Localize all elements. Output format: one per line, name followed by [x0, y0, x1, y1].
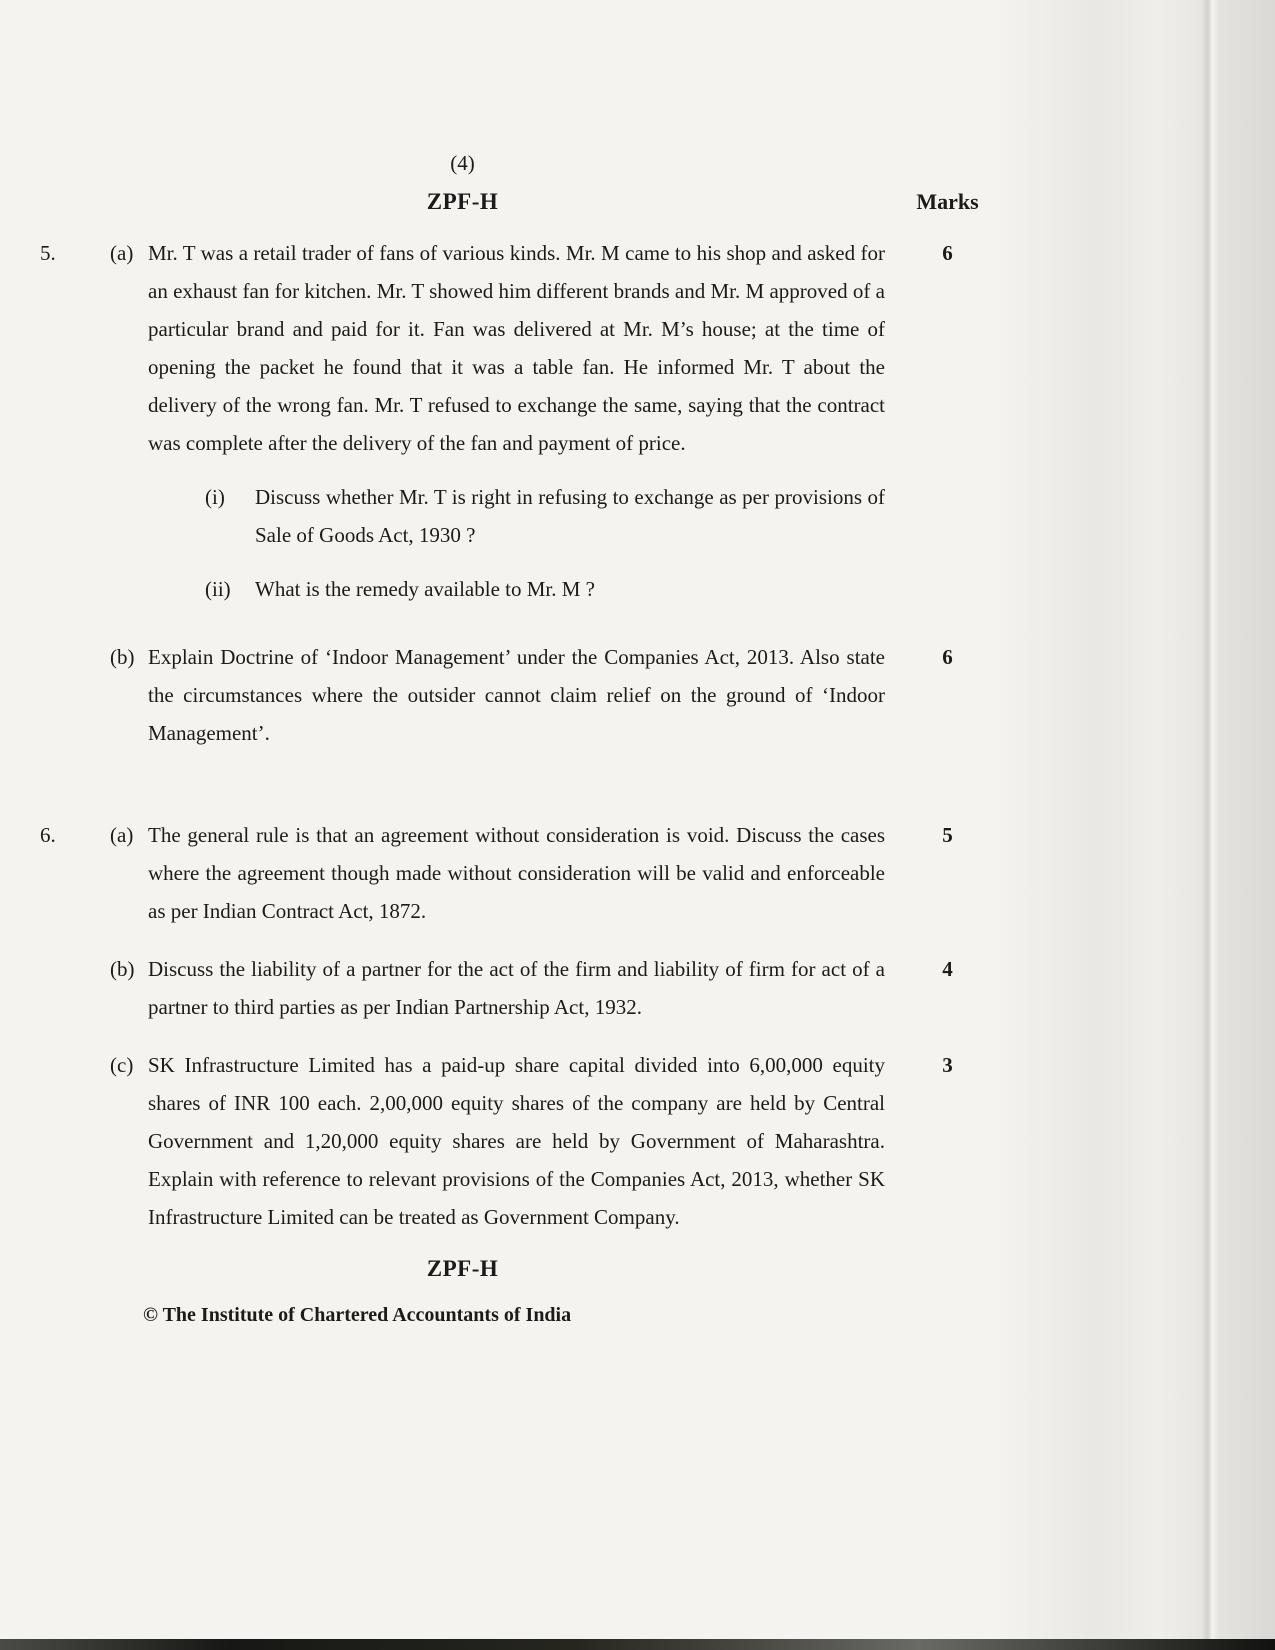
part-body: [148, 638, 885, 752]
question-text: Explain Doctrine of ‘Indoor Management’ under the Companies Act, 2013. Also state the circumstances where the outsider cannot claim relief on the ground of ‘Indoor Management’.: [148, 645, 885, 745]
question-6-part-c: [40, 1046, 1010, 1236]
page-header: [40, 148, 1010, 220]
header-center: [40, 148, 885, 220]
part-label: (b): [110, 957, 135, 981]
subpart-label: (i): [205, 485, 225, 509]
question-5-part-a: [40, 234, 1010, 608]
question-6-part-a: [40, 816, 1010, 930]
copyright-notice: © The Institute of Chartered Accountants of India: [143, 1304, 572, 1326]
marks-column-header: Marks: [916, 189, 979, 214]
part-label: (a): [110, 823, 134, 847]
question-text: Discuss the liability of a partner for the act of the firm and liability of firm for act of a partner to third parties as per Indian Partnership Act, 1932.: [148, 957, 885, 1019]
marks-value: 6: [942, 645, 953, 669]
marks-value: 4: [942, 957, 953, 981]
marks-value: 5: [942, 823, 953, 847]
subpart-label: (ii): [205, 577, 231, 601]
scan-edge-bottom: [0, 1639, 1275, 1650]
paper-code-header: ZPF-H: [426, 189, 499, 214]
part-label: (c): [110, 1053, 134, 1077]
part-label: (a): [110, 241, 134, 265]
marks-value: 6: [942, 241, 953, 265]
question-text: The general rule is that an agreement without consideration is void. Discuss the cases where the agreement though made without consideration will be valid and enforceable as per Indian Contract Act, 1872.: [148, 823, 885, 923]
part-body: [148, 1046, 885, 1236]
subpart-i: [205, 478, 885, 554]
question-text: Mr. T was a retail trader of fans of various kinds. Mr. M came to his shop and asked for an exhaust fan for kitchen. Mr. T showed him different brands and Mr. M approved of a particular brand and paid for it. Fan was delivered at Mr. M’s house; at the time of opening the packet he found that it was a table fan. He informed Mr. T about the delivery of the wrong fan. Mr. T refused to exchange the same, saying that the contract was complete after the delivery of the fan and payment of price.: [148, 241, 885, 455]
part-label: (b): [110, 645, 135, 669]
page-number: (4): [450, 151, 475, 175]
scan-crease: [1201, 0, 1219, 1650]
question-5-part-b: [40, 638, 1010, 752]
part-body: [148, 234, 885, 608]
marks-value: 3: [942, 1053, 953, 1077]
subpart-text: Discuss whether Mr. T is right in refusing to exchange as per provisions of Sale of Goods Act, 1930 ?: [255, 485, 885, 547]
question-6-part-b: [40, 950, 1010, 1026]
subpart-text: What is the remedy available to Mr. M ?: [255, 577, 595, 601]
question-text: SK Infrastructure Limited has a paid-up share capital divided into 6,00,000 equity shares of INR 100 each. 2,00,000 equity shares of the company are held by Central Government and 1,20,000 equity shares are held by Government of Maharashtra. Explain with reference to relevant provisions of the Companies Act, 2013, whether SK Infrastructure Limited can be treated as Government Company.: [148, 1053, 885, 1229]
part-body: [148, 950, 885, 1026]
subpart-ii: [205, 570, 885, 608]
paper-code-footer: ZPF-H: [426, 1256, 499, 1281]
question-number: 6.: [40, 823, 56, 847]
part-body: [148, 816, 885, 930]
question-number: 5.: [40, 241, 56, 265]
